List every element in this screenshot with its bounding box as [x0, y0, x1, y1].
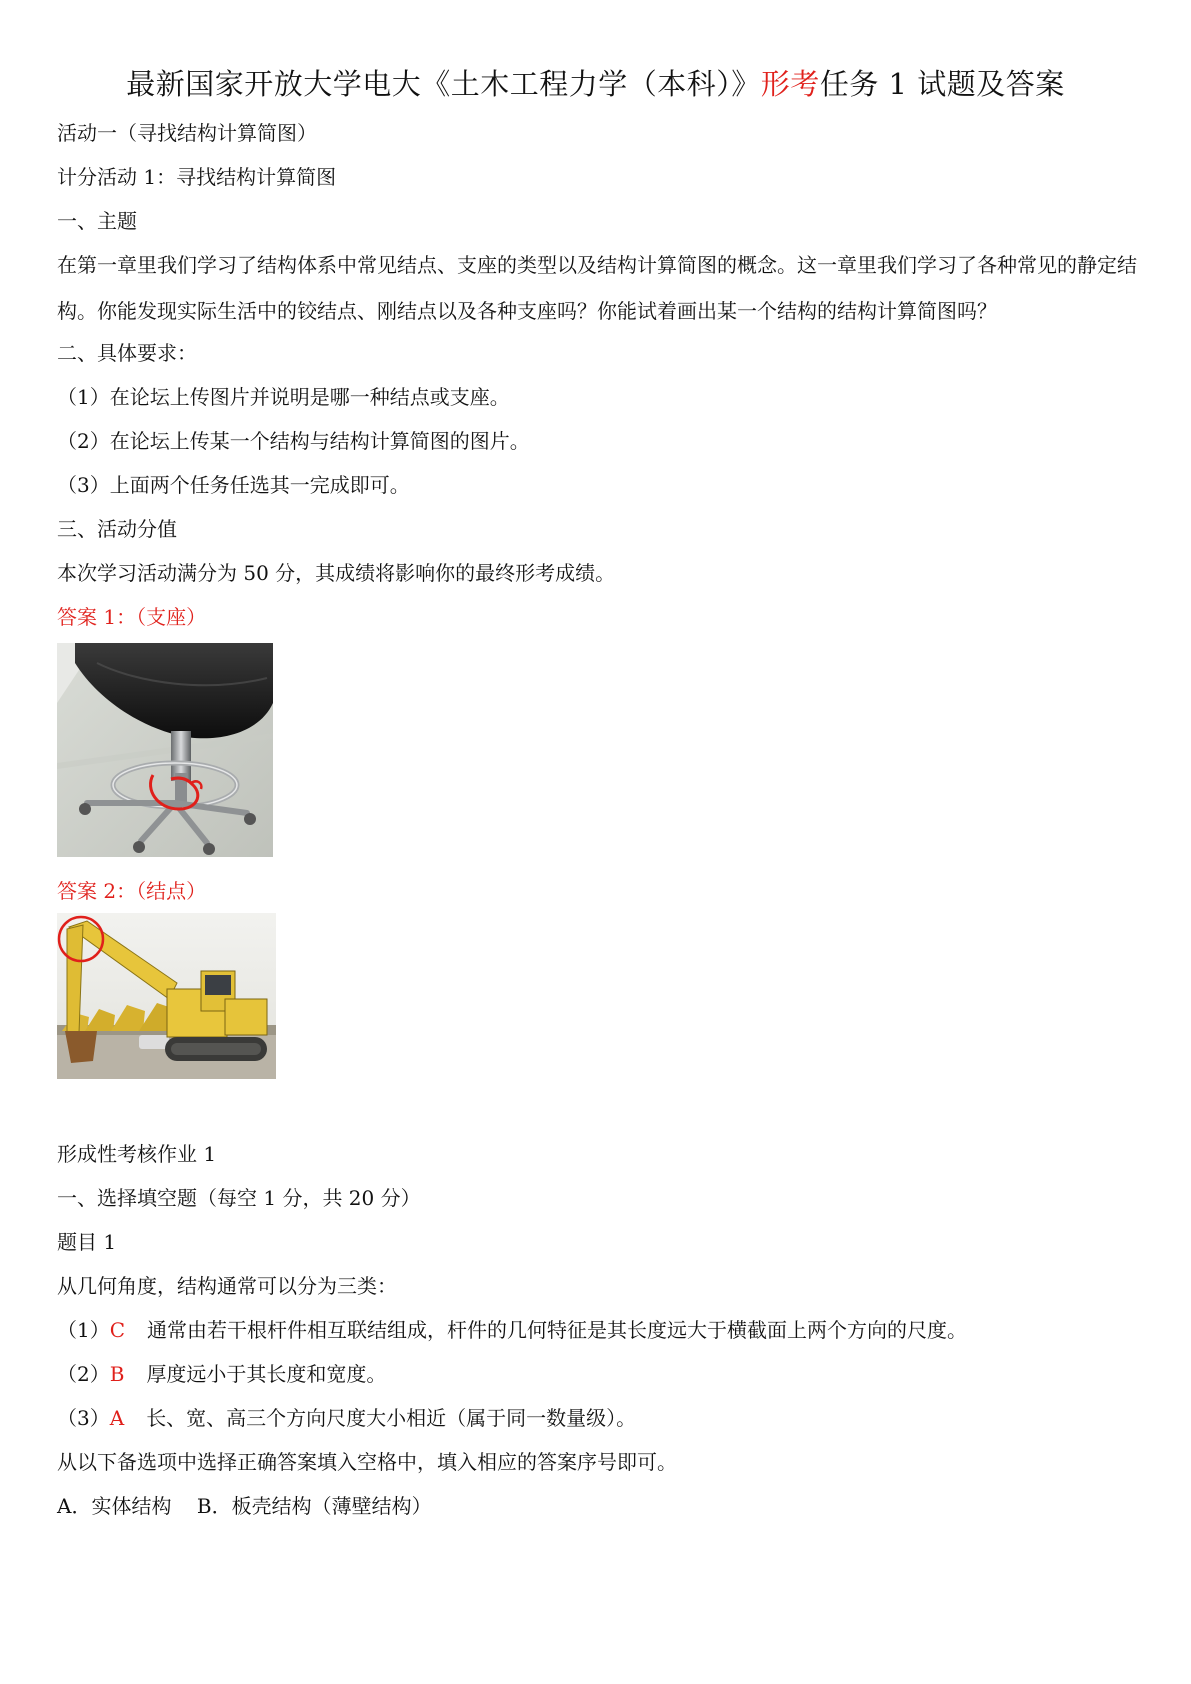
- excavator-photo: [57, 913, 276, 1079]
- requirement-3: （3）上面两个任务任选其一完成即可。: [57, 473, 410, 497]
- theme-heading: 一、主题: [57, 209, 137, 233]
- question-intro: 从几何角度，结构通常可以分为三类：: [57, 1274, 397, 1298]
- requirements-heading: 二、具体要求：: [57, 341, 197, 365]
- item-prefix: （3）: [57, 1406, 110, 1430]
- activity-heading: 活动一（寻找结构计算简图）: [57, 121, 317, 145]
- answer-2-label: 答案 2：（结点）: [57, 879, 207, 903]
- requirement-1: （1）在论坛上传图片并说明是哪一种结点或支座。: [57, 385, 510, 409]
- requirement-2: （2）在论坛上传某一个结构与结构计算简图的图片。: [57, 429, 530, 453]
- question-item-2: [57, 1360, 386, 1388]
- item-answer: B: [109, 1362, 125, 1386]
- question-item-1: [57, 1316, 967, 1344]
- section-heading: 一、选择填空题（每空 1 分，共 20 分）: [57, 1186, 421, 1210]
- theme-paragraph: 在第一章里我们学习了结构体系中常见结点、支座的类型以及结构计算简图的概念。这一章里我们学习了各种常见的静定结构。你能发现实际生活中的铰结点、刚结点以及各种支座吗？你能试着画出某一个结构的结构计算简图吗？: [57, 253, 1137, 323]
- title-part-1: 最新国家开放大学电大《土木工程力学（本科）》: [126, 67, 761, 101]
- item-text: 厚度远小于其长度和宽度。: [146, 1362, 387, 1386]
- scoring-activity: 计分活动 1：寻找结构计算简图: [57, 165, 337, 189]
- page-title: [0, 64, 1191, 104]
- item-text: 通常由若干根杆件相互联结组成，杆件的几何特征是其长度远大于横截面上两个方向的尺度。: [147, 1318, 968, 1342]
- item-prefix: （1）: [57, 1318, 110, 1342]
- title-highlight: 形考: [760, 67, 820, 101]
- answer-1-label: 答案 1：（支座）: [57, 605, 207, 629]
- item-text: 长、宽、高三个方向尺度大小相近（属于同一数量级）。: [146, 1406, 637, 1430]
- score-heading: 三、活动分值: [57, 517, 177, 541]
- score-text: 本次学习活动满分为 50 分，其成绩将影响你的最终形考成绩。: [57, 561, 616, 585]
- item-prefix: （2）: [57, 1362, 110, 1386]
- title-part-3: 任务 1 试题及答案: [819, 67, 1065, 101]
- instruction-text: 从以下备选项中选择正确答案填入空格中，填入相应的答案序号即可。: [57, 1450, 677, 1474]
- homework-heading: 形成性考核作业 1: [57, 1142, 217, 1166]
- stool-base-photo: [57, 643, 273, 857]
- item-answer: A: [109, 1406, 125, 1430]
- answer-options: A．实体结构 B．板壳结构（薄壁结构）: [57, 1494, 432, 1518]
- question-item-3: [57, 1404, 636, 1432]
- item-answer: C: [109, 1318, 126, 1342]
- question-label: 题目 1: [57, 1230, 117, 1254]
